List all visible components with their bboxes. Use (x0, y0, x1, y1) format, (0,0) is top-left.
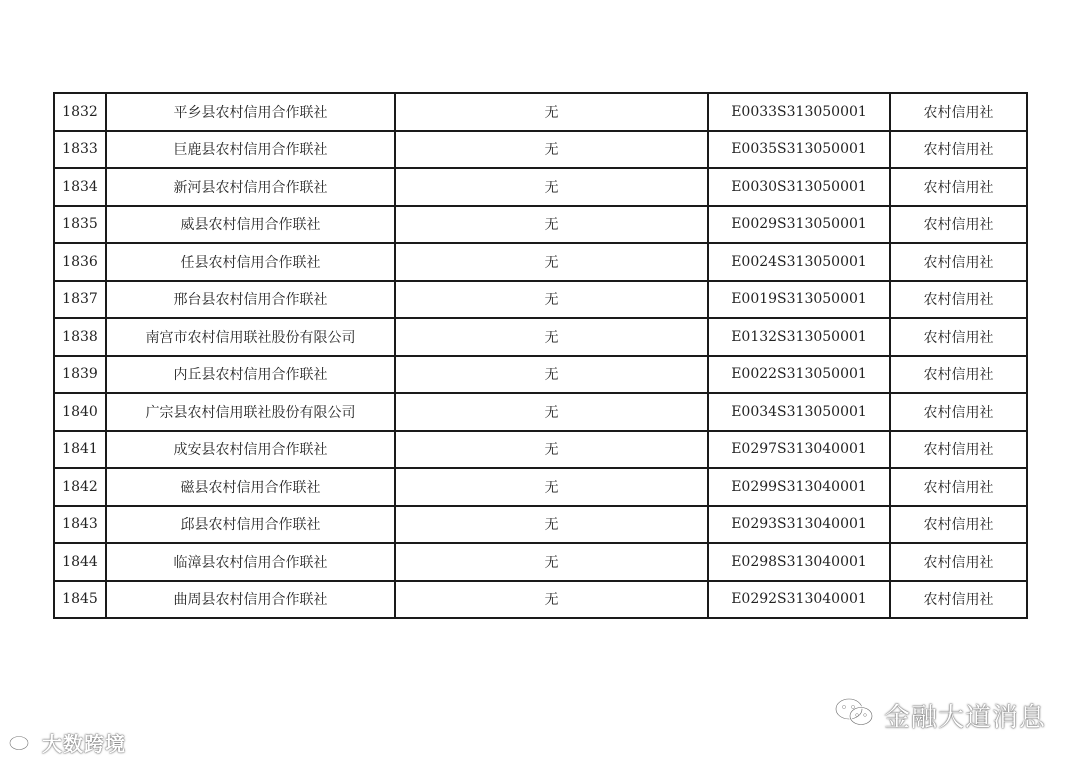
watermark-left-text: 大数跨境 (42, 732, 126, 756)
table-row (54, 318, 1027, 356)
institution-type-cell: 农村信用社 (890, 131, 1027, 169)
institution-name-cell: 巨鹿县农村信用合作联社 (106, 131, 395, 169)
row-number-cell: 1843 (54, 506, 106, 544)
table-row (54, 93, 1027, 131)
row-number-cell: 1833 (54, 131, 106, 169)
row-number-cell: 1844 (54, 543, 106, 581)
institution-type-cell: 农村信用社 (890, 506, 1027, 544)
former-name-cell: 无 (395, 431, 708, 469)
institution-code-cell: E0293S313040001 (708, 506, 890, 544)
institution-code-cell: E0299S313040001 (708, 468, 890, 506)
institution-type-cell: 农村信用社 (890, 243, 1027, 281)
former-name-cell: 无 (395, 281, 708, 319)
watermark-left (8, 728, 126, 757)
table-row (54, 356, 1027, 394)
weibo-logo-icon (8, 729, 36, 756)
table-row (54, 393, 1027, 431)
institution-type-cell: 农村信用社 (890, 93, 1027, 131)
institution-name-cell: 邱县农村信用合作联社 (106, 506, 395, 544)
former-name-cell: 无 (395, 318, 708, 356)
row-number-cell: 1834 (54, 168, 106, 206)
former-name-cell: 无 (395, 356, 708, 394)
row-number-cell: 1839 (54, 356, 106, 394)
institution-type-cell: 农村信用社 (890, 281, 1027, 319)
institution-table (53, 92, 1028, 619)
table-row (54, 543, 1027, 581)
institution-name-cell: 内丘县农村信用合作联社 (106, 356, 395, 394)
wechat-logo-icon (832, 696, 876, 735)
former-name-cell: 无 (395, 243, 708, 281)
table-row (54, 168, 1027, 206)
institution-name-cell: 任县农村信用合作联社 (106, 243, 395, 281)
institution-code-cell: E0298S313040001 (708, 543, 890, 581)
institution-code-cell: E0019S313050001 (708, 281, 890, 319)
former-name-cell: 无 (395, 93, 708, 131)
institution-name-cell: 新河县农村信用合作联社 (106, 168, 395, 206)
row-number-cell: 1841 (54, 431, 106, 469)
table-row (54, 281, 1027, 319)
row-number-cell: 1845 (54, 581, 106, 619)
institution-type-cell: 农村信用社 (890, 318, 1027, 356)
institution-name-cell: 平乡县农村信用合作联社 (106, 93, 395, 131)
row-number-cell: 1842 (54, 468, 106, 506)
row-number-cell: 1837 (54, 281, 106, 319)
institution-code-cell: E0034S313050001 (708, 393, 890, 431)
institution-name-cell: 邢台县农村信用合作联社 (106, 281, 395, 319)
watermark-right (832, 696, 1046, 735)
watermark-right-text: 金融大道消息 (884, 703, 1047, 733)
row-number-cell: 1836 (54, 243, 106, 281)
institution-name-cell: 南宫市农村信用联社股份有限公司 (106, 318, 395, 356)
former-name-cell: 无 (395, 581, 708, 619)
table-row (54, 206, 1027, 244)
former-name-cell: 无 (395, 393, 708, 431)
institution-code-cell: E0022S313050001 (708, 356, 890, 394)
institution-code-cell: E0030S313050001 (708, 168, 890, 206)
institution-code-cell: E0292S313040001 (708, 581, 890, 619)
institution-code-cell: E0132S313050001 (708, 318, 890, 356)
former-name-cell: 无 (395, 206, 708, 244)
institution-type-cell: 农村信用社 (890, 393, 1027, 431)
row-number-cell: 1835 (54, 206, 106, 244)
table-row (54, 431, 1027, 469)
institution-code-cell: E0033S313050001 (708, 93, 890, 131)
institution-name-cell: 磁县农村信用合作联社 (106, 468, 395, 506)
former-name-cell: 无 (395, 506, 708, 544)
institution-type-cell: 农村信用社 (890, 431, 1027, 469)
table-row (54, 506, 1027, 544)
row-number-cell: 1838 (54, 318, 106, 356)
former-name-cell: 无 (395, 131, 708, 169)
row-number-cell: 1832 (54, 93, 106, 131)
institution-name-cell: 临漳县农村信用合作联社 (106, 543, 395, 581)
row-number-cell: 1840 (54, 393, 106, 431)
former-name-cell: 无 (395, 468, 708, 506)
table-row (54, 581, 1027, 619)
table-row (54, 243, 1027, 281)
institution-type-cell: 农村信用社 (890, 356, 1027, 394)
institution-code-cell: E0035S313050001 (708, 131, 890, 169)
institution-type-cell: 农村信用社 (890, 168, 1027, 206)
former-name-cell: 无 (395, 168, 708, 206)
institution-type-cell: 农村信用社 (890, 206, 1027, 244)
institution-type-cell: 农村信用社 (890, 581, 1027, 619)
table-row (54, 131, 1027, 169)
institution-type-cell: 农村信用社 (890, 543, 1027, 581)
institution-type-cell: 农村信用社 (890, 468, 1027, 506)
table-row (54, 468, 1027, 506)
institution-code-cell: E0029S313050001 (708, 206, 890, 244)
table-body (54, 93, 1027, 618)
institution-code-cell: E0024S313050001 (708, 243, 890, 281)
institution-name-cell: 曲周县农村信用合作联社 (106, 581, 395, 619)
institution-name-cell: 成安县农村信用合作联社 (106, 431, 395, 469)
institution-name-cell: 威县农村信用合作联社 (106, 206, 395, 244)
institution-code-cell: E0297S313040001 (708, 431, 890, 469)
institution-name-cell: 广宗县农村信用联社股份有限公司 (106, 393, 395, 431)
former-name-cell: 无 (395, 543, 708, 581)
